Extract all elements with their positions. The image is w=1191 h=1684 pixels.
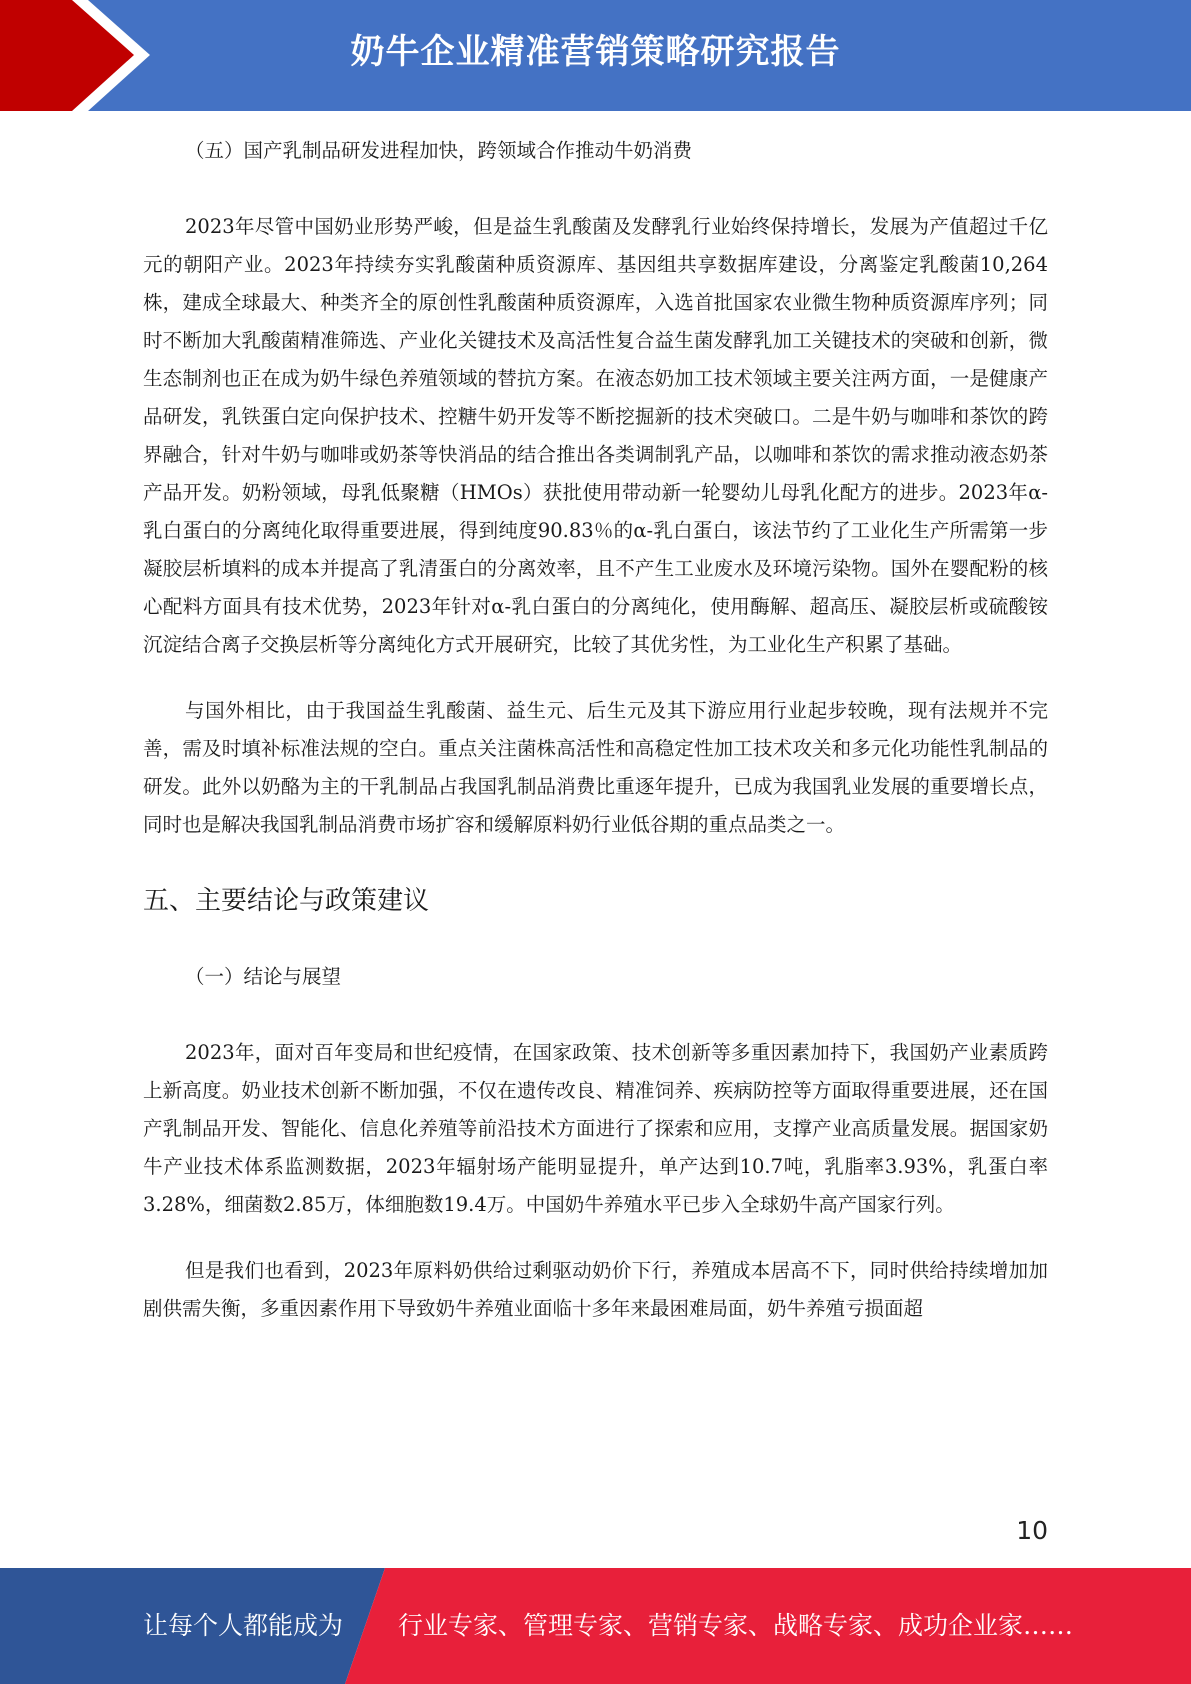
footer-slogan-right: 行业专家、管理专家、营销专家、战略专家、成功企业家…… — [398, 1611, 1074, 1640]
section-title: 五、主要结论与政策建议 — [143, 886, 430, 916]
report-title: 奶牛企业精准营销策略研究报告 — [350, 32, 841, 72]
paragraph-conclusion: 2023年，面对百年变局和世纪疫情，在国家政策、技术创新等多重因素加持下，我国奶产业素质跨上新高度。奶业技术创新不断加强，不仅在遗传改良、精准饲养、疾病防控等方面取得重要进展，还在国产乳制品开发、智能化、信息化养殖等前沿技术方面进行了探索和应用，支撑产业高质量发展。据国家奶牛产业技术体系监测数据，2023年辐射场产能明显提升，单产达到10.7吨，乳脂率3.93%，乳蛋白率3.28%，细菌数2.85万，体细胞数19.4万。中国奶牛养殖水平已步入全球奶牛高产国家行列。 — [143, 1041, 1048, 1216]
paragraph-probiotics: 2023年尽管中国奶业形势严峻，但是益生乳酸菌及发酵乳行业始终保持增长，发展为产值超过千亿元的朝阳产业。2023年持续夯实乳酸菌种质资源库、基因组共享数据库建设，分离鉴定乳酸菌10,264株，建成全球最大、种类齐全的原创性乳酸菌种质资源库，入选首批国家农业微生物种质资源库序列；同时不断加大乳酸菌精准筛选、产业化关键技术及高活性复合益生菌发酵乳加工关键技术的突破和创新，微生态制剂也正在成为奶牛绿色养殖领域的替抗方案。在液态奶加工技术领域主要关注两方面，一是健康产品研发，乳铁蛋白定向保护技术、控糖牛奶开发等不断挖掘新的技术突破口。二是牛奶与咖啡和茶饮的跨界融合，针对牛奶与咖啡或奶茶等快消品的结合推出各类调制乳产品，以咖啡和茶饮的需求推动液态奶茶产品开发。奶粉领域，母乳低聚糖（HMOs）获批使用带动新一轮婴幼儿母乳化配方的进步。2023年α-乳白蛋白的分离纯化取得重要进展，得到纯度90.83％的α-乳白蛋白，该法节约了工业化生产所需第一步凝胶层析填料的成本并提高了乳清蛋白的分离效率，且不产生工业废水及环境污染物。国外在婴配粉的核心配料方面具有技术优势，2023年针对α-乳白蛋白的分离纯化，使用酶解、超高压、凝胶层析或硫酸铵沉淀结合离子交换层析等分离纯化方式开展研究，比较了其优劣性，为工业化生产积累了基础。 — [143, 215, 1048, 656]
subsection-heading-5: （五）国产乳制品研发进程加快，跨领域合作推动牛奶消费 — [185, 139, 693, 162]
page-header — [0, 0, 1191, 111]
page-footer — [0, 1568, 1191, 1684]
paragraph-regulation: 与国外相比，由于我国益生乳酸菌、益生元、后生元及其下游应用行业起步较晚，现有法规并不完善，需及时填补标准法规的空白。重点关注菌株高活性和高稳定性加工技术攻关和多元化功能性乳制品的研发。此外以奶酪为主的干乳制品占我国乳制品消费比重逐年提升，已成为我国乳业发展的重要增长点，同时也是解决我国乳制品消费市场扩容和缓解原料奶行业低谷期的重点品类之一。 — [143, 699, 1048, 836]
page-number: 10 — [1016, 1516, 1048, 1545]
page-content — [143, 132, 1048, 1328]
paragraph-challenges: 但是我们也看到，2023年原料奶供给过剩驱动奶价下行，养殖成本居高不下，同时供给持续增加加剧供需失衡，多重因素作用下导致奶牛养殖业面临十多年来最困难局面，奶牛养殖亏损面超 — [143, 1259, 1048, 1320]
footer-slogan-left: 让每个人都能成为 — [143, 1611, 344, 1640]
subsection-heading-1: （一）结论与展望 — [185, 965, 342, 988]
